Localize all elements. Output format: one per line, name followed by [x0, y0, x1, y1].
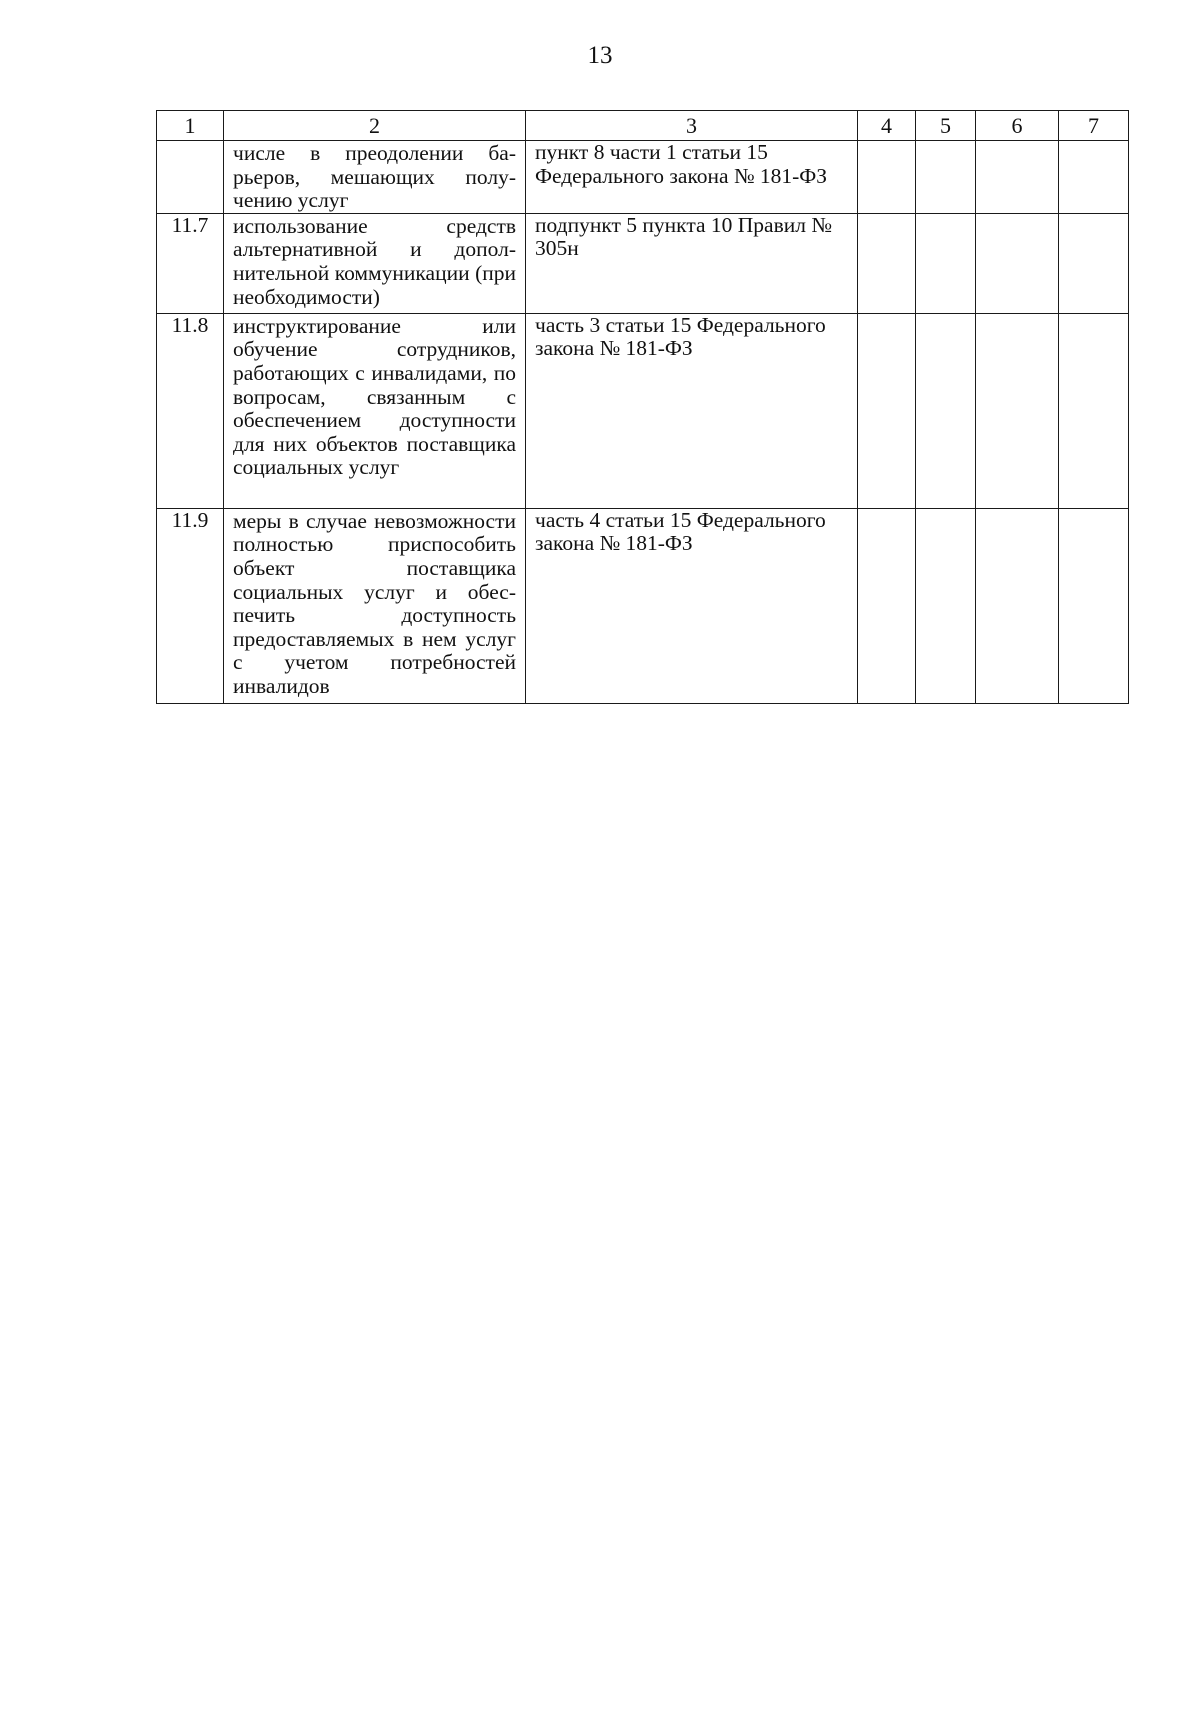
row-number: 11.8	[157, 313, 224, 508]
table-row	[157, 141, 1129, 214]
row-description	[224, 313, 526, 508]
table-cell	[1059, 508, 1129, 703]
column-header: 7	[1059, 111, 1129, 141]
row-description-text: числе в преодолении барьеров, мешающих получению услуг	[233, 141, 516, 213]
table-cell	[976, 213, 1059, 313]
page-number: 13	[587, 42, 613, 69]
table-cell	[858, 213, 916, 313]
table-cell	[916, 313, 976, 508]
row-description-text: инструктирование или обучение сотрудников, работающих с инвалидами, по вопросам, связанным с обеспечением доступности для них объектов поставщика социальных услуг	[233, 313, 516, 480]
row-reference: пункт 8 части 1 статьи 15 Федерального закона № 181-ФЗ	[526, 141, 858, 214]
table-cell	[976, 313, 1059, 508]
table-cell	[1059, 141, 1129, 214]
column-header: 6	[976, 111, 1059, 141]
row-description-text: использование средств альтернативной и дополнительной коммуникации (при необходимости)	[233, 213, 516, 309]
row-description	[224, 213, 526, 313]
row-reference: часть 3 статьи 15 Федерального закона № 181-ФЗ	[526, 313, 858, 508]
column-header: 3	[526, 111, 858, 141]
table-cell	[1059, 313, 1129, 508]
row-description-text: меры в случае невозможности полностью приспособить объект поставщика социальных услуг и обеспечить доступность предоставляемых в нем услуг с учетом потребностей инвалидов	[233, 508, 516, 698]
column-header: 5	[916, 111, 976, 141]
row-number: 11.7	[157, 213, 224, 313]
table-row	[157, 213, 1129, 313]
table-row	[157, 508, 1129, 703]
row-reference: подпункт 5 пункта 10 Правил № 305н	[526, 213, 858, 313]
table-cell	[858, 508, 916, 703]
table-row	[157, 313, 1129, 508]
row-description	[224, 141, 526, 214]
column-header: 1	[157, 111, 224, 141]
table-cell	[858, 141, 916, 214]
table-cell	[916, 508, 976, 703]
row-number: 11.9	[157, 508, 224, 703]
table-cell	[916, 141, 976, 214]
row-reference: часть 4 статьи 15 Федерального закона № 181-ФЗ	[526, 508, 858, 703]
requirements-table	[156, 110, 1129, 704]
table-cell	[916, 213, 976, 313]
column-header: 4	[858, 111, 916, 141]
row-description	[224, 508, 526, 703]
table-header-row	[157, 111, 1129, 141]
table-cell	[1059, 213, 1129, 313]
column-header: 2	[224, 111, 526, 141]
row-number	[157, 141, 224, 214]
table-cell	[976, 141, 1059, 214]
table-cell	[858, 313, 916, 508]
table-cell	[976, 508, 1059, 703]
